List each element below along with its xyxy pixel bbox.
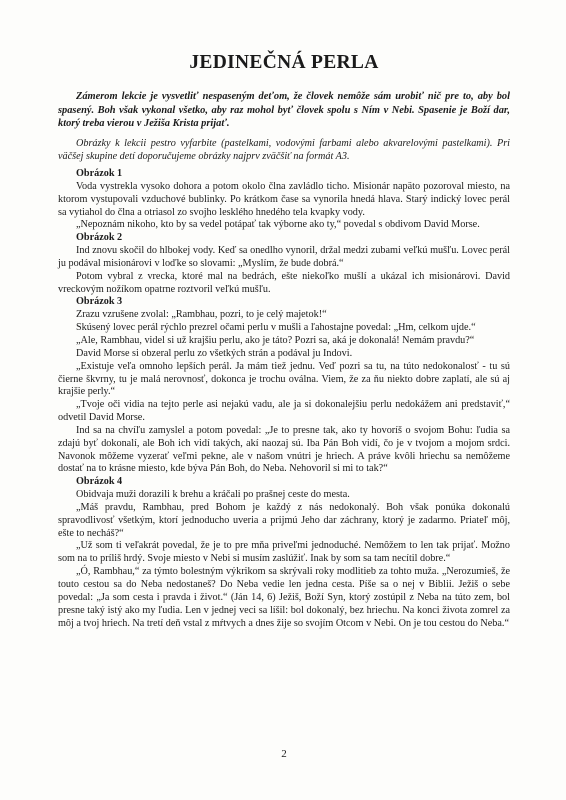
page-number: 2 — [281, 748, 287, 760]
paragraph: „Tvoje oči vidia na tejto perle asi nejakú vadu, ale ja si dokonalejšiu perlu nedokážem ani predstaviť,“ odvetil David Morse. — [58, 399, 510, 424]
document-page — [58, 0, 510, 800]
paragraph: David Morse si obzeral perlu zo všetkých strán a podával ju Indovi. — [76, 347, 353, 359]
lesson-aim: Zámerom lekcie je vysvetliť nespaseným deťom, že človek nemôže sám urobiť nič pre to, aby bol spasený. Boh však vykonal všetko, aby raz mohol byť človek spolu s Ním v Nebi. Spasenie je Boží dar, ktorý treba vierou v Ježiša Krista prijať. — [58, 91, 510, 130]
picture-heading-3: Obrázok 3 — [76, 296, 123, 308]
paragraph: Ind znovu skočil do hlbokej vody. Keď sa onedlho vynoril, držal medzi zubami veľkú mušľu. Lovec perál ju podával misionárovi v loďke so slovami: „Myslím, že bude dobrá.“ — [58, 245, 510, 269]
coloring-note: Obrázky k lekcii pestro vyfarbite (pastelkami, vodovými farbami alebo akvarelovými pastelkami). Pri väčšej skupine detí doporučujeme obrázky najprv zväčšiť na formát A3. — [58, 138, 510, 163]
paragraph: „Ale, Rambhau, videl si už krajšiu perlu, ako je táto? Pozri sa, aká je dokonalá! Nemám pravdu?“ — [76, 334, 475, 346]
paragraph: „Existuje veľa omnoho lepších perál. Ja mám tiež jednu. Veď pozri sa tu, na túto nedokonalosť - tu sú čierne škvrny, tu je malá nerovnosť, dokonca je trochu oválna. Viem, že za ňu niekto dobre zaplatí, ale sú aj krajšie perly.“ — [58, 360, 510, 398]
picture-heading-4: Obrázok 4 — [76, 476, 123, 488]
paragraph: „Máš pravdu, Rambhau, pred Bohom je každý z nás nedokonalý. Boh však ponúka dokonalú spravodlivosť všetkým, ktorí jednoducho uveria a prijmú Jeho dar záchrany, ktorý je zadarmo. Priateľ môj, ešte to necháš?“ — [58, 501, 510, 539]
picture-heading-2: Obrázok 2 — [76, 232, 123, 244]
paragraph: Skúsený lovec perál rýchlo prezrel očami perlu v mušli a ľahostajne povedal: „Hm, celkom ujde.“ — [76, 322, 476, 334]
paragraph: „Nepoznám nikoho, kto by sa vedel potápať tak výborne ako ty,“ povedal s obdivom David Morse. — [76, 219, 480, 231]
paragraph: Potom vybral z vrecka, ktoré mal na bedrách, ešte niekoľko mušlí a ukázal ich misionárovi. David vreckovým nožíkom opatrne roztvoril veľkú mušľu. — [58, 270, 510, 295]
paragraph: „Už som ti veľakrát povedal, že je to pre mňa priveľmi jednoduché. Nemôžem to len tak prijať. Možno som na to príliš hrdý. Svoje miesto v Nebi si musím zaslúžiť. Inak by som sa tam necítil dobre.“ — [58, 540, 510, 565]
paragraph: Voda vystrekla vysoko dohora a potom okolo člna zavládlo ticho. Misionár napäto pozoroval miesto, na ktorom vystupovali vzduchové bublinky. Po krátkom čase sa vynorila hnedá hlava. Starý indický lovec perál sa vytiahol do člna a otriasol zo svojho lesklého hnedého tela kvapky vody. — [58, 180, 510, 218]
paragraph: Obidvaja muži dorazili k brehu a kráčali po prašnej ceste do mesta. — [76, 489, 350, 501]
paragraph: Zrazu vzrušene zvolal: „Rambhau, pozri, to je celý majetok!“ — [76, 309, 327, 321]
document-title: JEDINEČNÁ PERLA — [189, 52, 379, 73]
story-body — [58, 168, 510, 630]
picture-heading-1: Obrázok 1 — [76, 168, 123, 179]
paragraph: Ind sa na chvíľu zamyslel a potom povedal: „Je to presne tak, ako ty hovoríš o svojom Bohu: ľudia sa zdajú byť dokonalí, ale Boh ich vidí takých, akí naozaj sú. Iba Pán Boh vidí, čo je v tvojom a mojom srdci. Navonok môžeme vyzerať veľmi pekne, ale v našom vnútri je hriech. A práve kvôli hriechu sa nemôžeme dostať na to krásne miesto, kde býva Pán Boh, do Neba. Nehovoril si mi to tak?“ — [58, 424, 510, 475]
paragraph: „Ó, Rambhau,“ za týmto bolestným výkrikom sa skrývali roky modlitieb za tohto muža. „Nerozumieš, že touto cestou sa do Neba nedostaneš? Do Neba vedie len jedna cesta. Píše sa o nej v Biblii. Ježiš o sebe povedal: „Ja som cesta i pravda i život.“ (Ján 14, 6) Ježiš, Boží Syn, ktorý zostúpil z Neba na túto zem, bol presne taký istý ako my ľudia. Len v jednej veci sa líšil: bol dokonalý, bez hriechu. Na konci života zomrel za môj a tvoj hriech. Na tretí deň vstal z mŕtvych a dnes žije so svojím Otcom v Nebi. On je tou cestou do Neba.“ — [58, 566, 510, 629]
